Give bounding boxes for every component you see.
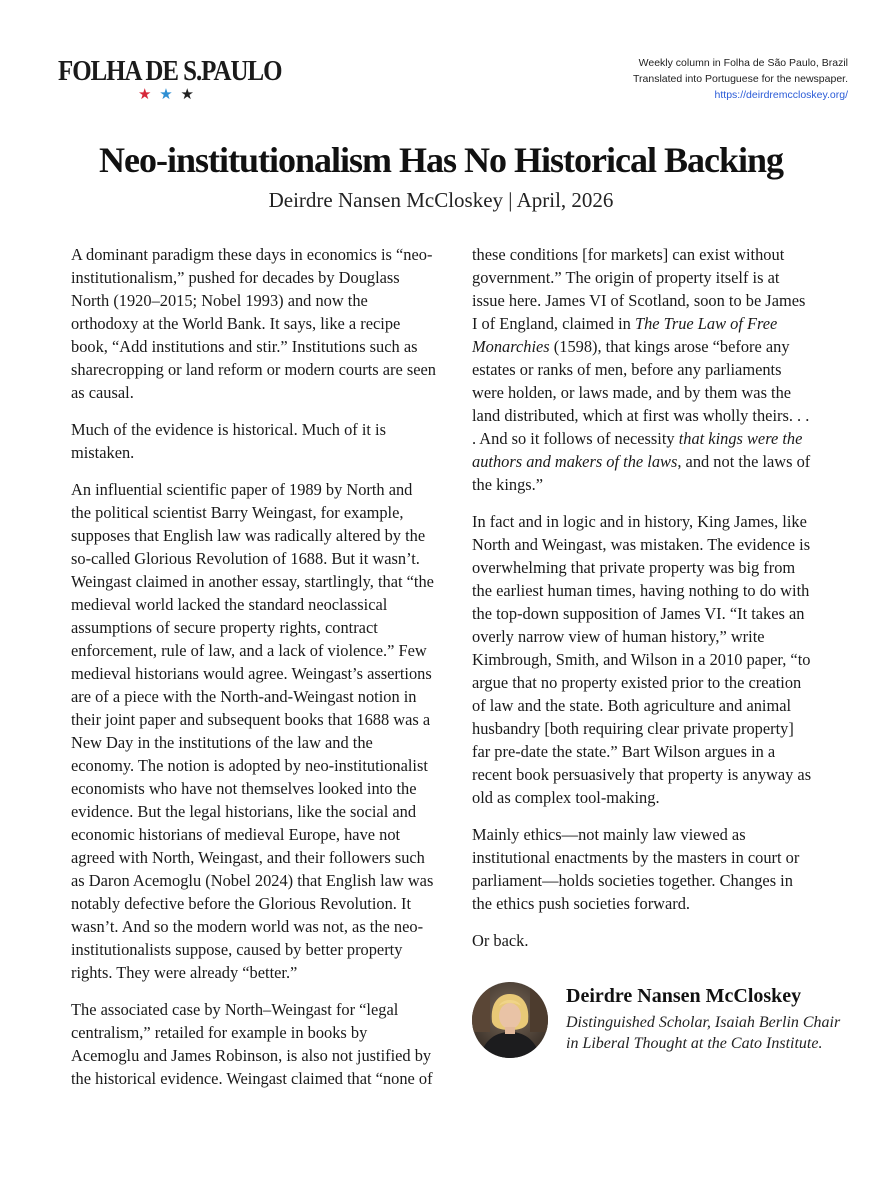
- author-box: [472, 982, 852, 1062]
- author-name: Deirdre Nansen McCloskey: [566, 985, 802, 1007]
- paragraph: An influential scientific paper of 1989 by North and the political scientist Barry Weingast, for example, supposes that English law was radically altered by the so-called Glorious Revolution of 1688. But it wasn’t. Weingast claimed in another essay, startlingly, that “the medieval world lacked the standard neoclassical assumptions of secure property rights, contract enforcement, rule of law, and a lack of violence.” Few medieval historians would agree. Weingast’s assertions are of a piece with the North-and-Weingast notion in their joint paper and subsequent books that 1688 was a New Day in the institutions of the law and the economy. The notion is adopted by neo-institutionalist economists who have not themselves looked into the evidence. But the legal historians, like the social and economic historians of medieval Europe, have not agreed with North, Weingast, and their followers such as Daron Acemoglu (Nobel 2024) that English law was notably defective before the Glorious Revolution. It wasn’t. And so the modern world was not, as the neo-institutionalists suppose, caused by better property rights. They were already “better.”: [71, 480, 434, 982]
- book-title: The True Law of Free Monarchies: [472, 314, 778, 356]
- paragraph: Or back.: [472, 931, 529, 950]
- paragraph-text: these conditions [for markets] can exist without government.” The origin of property itself is at issue here. James VI of Scotland, soon to be James I of England, claimed in: [472, 245, 806, 333]
- article-column-left: [71, 243, 436, 1104]
- masthead: [58, 55, 282, 103]
- emphasized-quote: that kings were the authors and makers of the laws: [472, 429, 803, 471]
- red-star-icon: ★: [138, 85, 152, 103]
- paragraph-text: (1598), that kings arose “before any estates or ranks of men, before any parliaments were holden, or laws made, and by them was the land distributed, which at first was wholly theirs. . . . And so it follows of necessity: [472, 337, 810, 448]
- column-note-line-1: Weekly column in Folha de São Paulo, Brazil: [638, 57, 848, 69]
- article-byline: Deirdre Nansen McCloskey | April, 2026: [268, 188, 614, 212]
- author-title: Distinguished Scholar, Isaiah Berlin Chair in Liberal Thought at the Cato Institute.: [566, 1014, 841, 1052]
- newspaper-logo: FOLHA DE S.PAULO: [58, 55, 282, 87]
- black-star-icon: ★: [180, 85, 194, 103]
- article-title: Neo-institutionalism Has No Historical Backing: [98, 140, 784, 180]
- paragraph: In fact and in logic and in history, King James, like North and Weingast, was mistaken. The evidence is overwhelming that private property was big from the earliest human times, having nothing to do with the top-down supposition of James VI. “It takes an overly narrow view of human history,” write Kimbrough, Smith, and Wilson in a 2010 paper, “to argue that no property existed prior to the creation of law and the state. Both agriculture and animal husbandry [both requiring clear private property] far pre-date the state.” Bart Wilson argues in a recent book persuasively that property is anyway as old as complex tool-making.: [472, 512, 812, 807]
- author-avatar: [472, 982, 548, 1058]
- logo-stars: [138, 86, 197, 102]
- column-note-line-2: Translated into Portuguese for the newspaper.: [633, 73, 848, 85]
- website-link[interactable]: https://deirdremccloskey.org/: [714, 89, 848, 101]
- article-column-right: [472, 243, 812, 966]
- paragraph: Much of the evidence is historical. Much of it is mistaken.: [71, 420, 386, 462]
- column-note: [633, 55, 848, 103]
- paragraph: [472, 243, 812, 496]
- paragraph: A dominant paradigm these days in economics is “neo-institutionalism,” pushed for decades by Douglass North (1920–2015; Nobel 1993) and now the orthodoxy at the World Bank. It says, like a recipe book, “Add institutions and stir.” Institutions such as sharecropping or land reform or modern courts are seen as causal.: [71, 245, 437, 402]
- author-photo: [472, 982, 548, 1058]
- paragraph-text: , and not the laws of the kings.”: [472, 452, 811, 494]
- blue-star-icon: ★: [159, 85, 173, 103]
- paragraph: Mainly ethics—not mainly law viewed as institutional enactments by the masters in court or parliament—holds societies together. Changes in the ethics push societies forward.: [472, 825, 800, 913]
- paragraph: The associated case by North–Weingast for “legal centralism,” retailed for example in books by Acemoglu and James Robinson, is also not justified by the historical evidence. Weingast claimed that “none of: [71, 1000, 433, 1088]
